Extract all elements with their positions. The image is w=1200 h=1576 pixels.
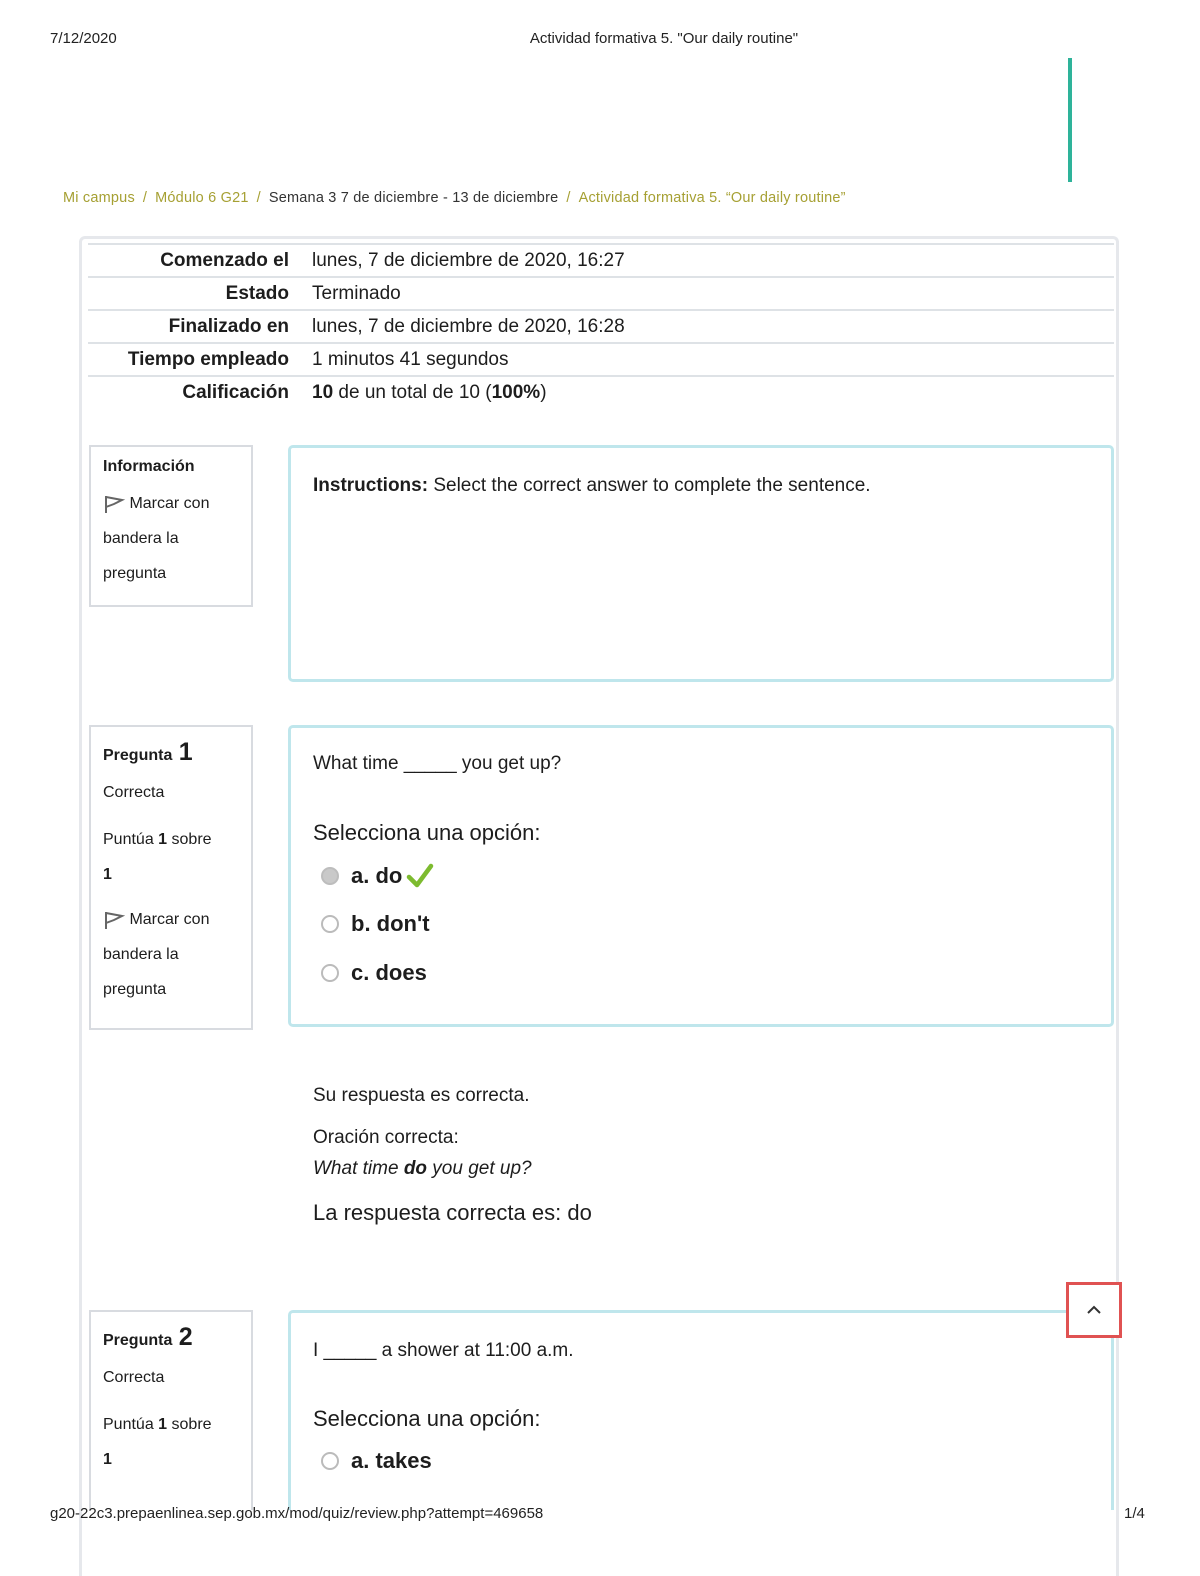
breadcrumb-separator: / [142, 190, 148, 206]
breadcrumb-modulo[interactable]: Módulo 6 G21 [155, 190, 249, 206]
instructions-label: Instructions: [313, 475, 429, 496]
question-1-content-box [288, 725, 1114, 1027]
question-label: Pregunta [103, 747, 173, 764]
question-1-option-a[interactable] [321, 863, 434, 889]
summary-label: Tiempo empleado [127, 349, 289, 370]
breadcrumb-mi-campus[interactable]: Mi campus [63, 190, 135, 206]
accent-bar [1068, 58, 1072, 182]
summary-row-grade [88, 375, 1114, 408]
summary-label: Calificación [182, 382, 289, 403]
print-date: 7/12/2020 [50, 30, 117, 47]
instructions-text [313, 475, 871, 497]
question-2-grade: Puntúa 1 sobre 1 [103, 1416, 212, 1469]
question-1-option-b[interactable] [321, 911, 430, 937]
print-footer-page: 1/4 [1124, 1505, 1145, 1522]
radio-button[interactable] [321, 1452, 339, 1470]
question-1-text: What time _____ you get up? [313, 753, 562, 774]
option-label: a. do [351, 863, 403, 888]
flag-icon [103, 494, 125, 514]
feedback-right-answer: La respuesta correcta es: do [313, 1200, 592, 1225]
print-footer-url: g20-22c3.prepaenlinea.sep.gob.mx/mod/quiz/review.php?attempt=469658 [50, 1505, 544, 1522]
radio-button[interactable] [321, 964, 339, 982]
flag-question-link[interactable] [103, 486, 239, 591]
question-2-state: Correcta [103, 1369, 165, 1386]
summary-row-state [88, 276, 1114, 309]
question-1-state: Correcta [103, 784, 165, 801]
question-1-prompt: Selecciona una opción: [313, 820, 541, 845]
breadcrumb-semana[interactable]: Semana 3 7 de diciembre - 13 de diciembre [268, 190, 559, 206]
info-block-sidebar [89, 445, 253, 607]
back-to-top-button[interactable] [1066, 1282, 1122, 1338]
grade-mid: de un total de 10 ( [333, 382, 492, 403]
feedback-sentence: What time do you get up? [313, 1158, 532, 1179]
print-title: Actividad formativa 5. "Our daily routine" [529, 30, 799, 47]
feedback-general: Su respuesta es correcta. [313, 1085, 530, 1106]
check-icon [406, 863, 434, 889]
question-1-title [103, 737, 239, 767]
question-2-option-a[interactable] [321, 1448, 432, 1474]
summary-value [312, 382, 547, 404]
summary-row-time [88, 342, 1114, 375]
question-number: 2 [178, 1323, 193, 1351]
summary-row-started [88, 243, 1114, 276]
option-label: a. takes [351, 1448, 432, 1473]
question-2-text: I _____ a shower at 11:00 a.m. [313, 1340, 574, 1361]
question-number: 1 [178, 738, 193, 766]
breadcrumb [63, 190, 846, 206]
summary-row-finished [88, 309, 1114, 342]
grade-score: 10 [312, 382, 334, 403]
flag-label: Marcar con bandera la pregunta [103, 911, 210, 999]
question-1-sidebar [89, 725, 253, 1030]
summary-value: Terminado [312, 283, 401, 304]
grade-percent: 100% [491, 382, 541, 403]
breadcrumb-separator: / [256, 190, 261, 206]
question-1-option-c[interactable] [321, 960, 427, 986]
summary-value: lunes, 7 de diciembre de 2020, 16:28 [312, 316, 625, 337]
summary-label: Finalizado en [168, 316, 289, 337]
radio-button[interactable] [321, 915, 339, 933]
chevron-up-icon [1086, 1305, 1102, 1315]
breadcrumb-actividad[interactable]: Actividad formativa 5. “Our daily routine” [578, 190, 846, 206]
feedback-sentence-label: Oración correcta: [313, 1127, 459, 1148]
summary-label: Comenzado el [160, 250, 289, 271]
question-2-title [103, 1322, 239, 1352]
radio-button-selected[interactable] [321, 867, 339, 885]
flag-icon [103, 910, 125, 930]
question-2-sidebar [89, 1310, 253, 1510]
question-label: Pregunta [103, 1332, 173, 1349]
option-label: b. don't [351, 911, 430, 936]
instructions-body: Select the correct answer to complete the sentence. [428, 475, 871, 496]
question-2-content-box [288, 1310, 1114, 1510]
summary-value: 1 minutos 41 segundos [312, 349, 509, 370]
info-title: Información [103, 458, 195, 475]
summary-label: Estado [225, 283, 289, 304]
question-2-prompt: Selecciona una opción: [313, 1406, 541, 1431]
flag-question-link[interactable] [103, 902, 239, 1007]
summary-value: lunes, 7 de diciembre de 2020, 16:27 [312, 250, 625, 271]
info-content-box [288, 445, 1114, 682]
grade-end: ) [540, 382, 547, 403]
option-label: c. does [351, 960, 427, 985]
breadcrumb-separator: / [566, 190, 571, 206]
attempt-summary-table [88, 243, 1114, 408]
flag-label: Marcar con bandera la pregunta [103, 495, 210, 583]
question-1-grade: Puntúa 1 sobre 1 [103, 831, 212, 884]
